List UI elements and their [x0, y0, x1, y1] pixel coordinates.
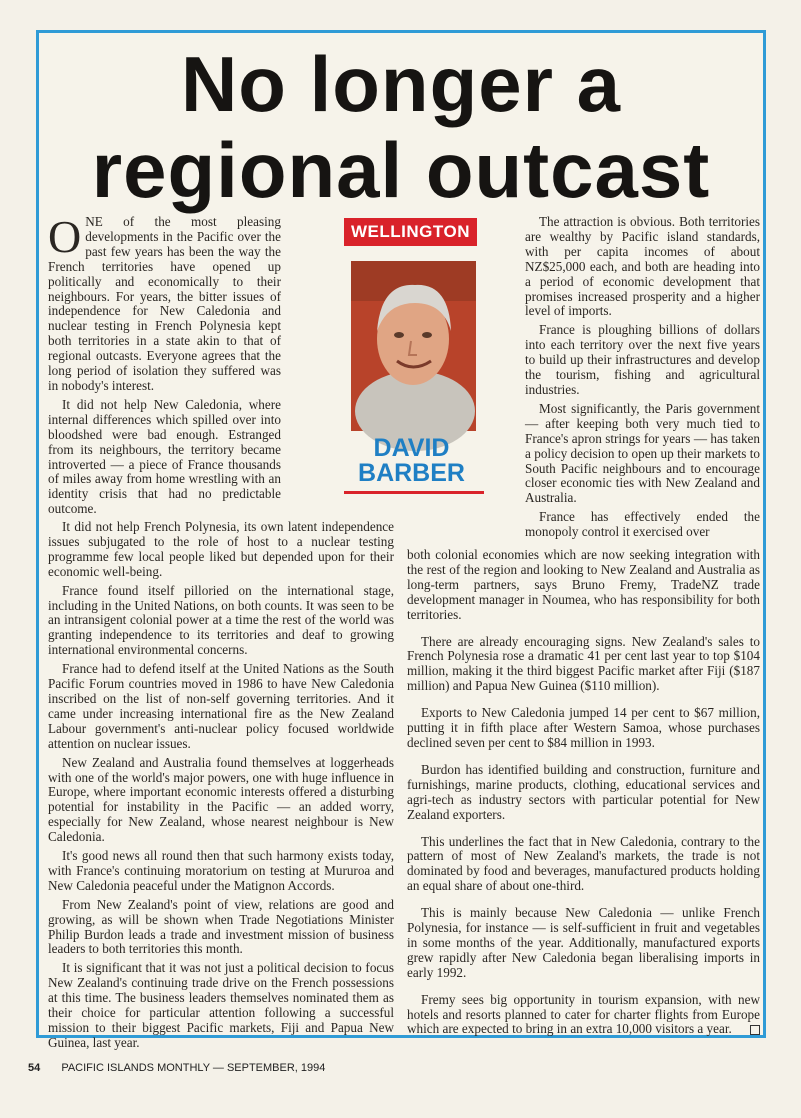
author-photo	[351, 261, 476, 431]
location-badge: WELLINGTON	[344, 218, 477, 246]
paragraph: It is significant that it was not just a political decision to focus New Zealand's continuing trade drive on the French possessions at this time. The business leaders themselves nominated them as their choice for particular attention following a successful mission to their biggest Pacific markets, Fiji and Papua New Guinea, last year.	[48, 960, 394, 1050]
paragraph: France found itself pilloried on the international stage, including in the United Nations, on both counts. It was seen to be an intransigent colonial power at a time the rest of the world was granting independence to its territories and deaf to growing international environmental concerns.	[48, 582, 394, 658]
column-right-wide	[407, 548, 760, 1037]
author-last-name: BARBER	[358, 459, 465, 487]
paragraph: New Zealand and Australia found themselves at loggerheads with one of the world's major powers, one with huge influence in Europe, where important economic interests offered a disturbing potential for instability in the Pacific — an added worry, especially for New Zealand, whose nearest neighbour is New Caledonia.	[48, 754, 394, 845]
paragraph: ONE of the most pleasing developments in the Pacific over the past few years has been the way the French territories have opened up politically and economically to their neighbours. For years, the bitter issues of independence for New Caledonia and nuclear testing in French Polynesia kept both territories in a state akin to that of regional outcasts. Everyone agrees that the long period of isolation they suffered was in nobody's interest.	[48, 211, 281, 393]
author-byline	[339, 436, 484, 486]
paragraph: It did not help New Caledonia, where internal differences which spilled over into bloodshed were bad enough. Estranged from its neighbours, the territory became introverted — a piece of France thousands of miles away from home wrestling with an identity crisis that had no predictable outcome.	[48, 396, 281, 517]
end-mark-icon	[750, 1025, 760, 1035]
column-left-narrow	[48, 211, 281, 517]
paragraph: Burdon has identified building and construction, furniture and furnishings, marine products, clothing, educational services and agri-tech as industry sectors with particular potential for New Zealand exporters.	[407, 761, 760, 822]
paragraph: It did not help French Polynesia, its own latent independence issues subjugated to the role of host to a nuclear testing programme few local people liked but depended upon for their economic well-being.	[48, 519, 394, 579]
paragraph: France had to defend itself at the United Nations as the South Pacific Forum countries moved in 1986 to have New Caledonia inscribed on the list of non-self governing territories. And it came under increasing international fire as the New Zealand Labour government's anti-nuclear policy focused worldwide attention on nuclear issues.	[48, 661, 394, 751]
paragraph: From New Zealand's point of view, relations are good and growing, as will be shown when Trade Negotiations Minister Philip Burdon leads a trade and investment mission of business leaders to both territories this month.	[48, 896, 394, 957]
publication-line: PACIFIC ISLANDS MONTHLY — SEPTEMBER, 1994	[61, 1062, 326, 1074]
paragraph: The attraction is obvious. Both territories are wealthy by Pacific island standards, with per capita incomes of about NZ$25,000 each, and both are heading into a period of economic development that promises increased prosperity and a higher level of imports.	[525, 214, 760, 319]
paragraph: This is mainly because New Caledonia — unlike French Polynesia, for instance — is self-sufficient in fruit and vegetables in some months of the year. Additionally, manufactured exports grew rapidly after New Caledonia began liberalising imports in early 1992.	[407, 905, 760, 980]
paragraph: Most significantly, the Paris government — after keeping both very much tied to France's apron strings for years — has taken a policy decision to open up their markets to South Pacific neighbours and to encourage closer economic ties with New Zealand and Australia.	[525, 400, 760, 506]
column-right	[525, 215, 760, 540]
article-frame	[36, 30, 766, 1050]
paragraph: France has effectively ended the monopoly control it exercised over	[525, 509, 760, 540]
portrait-image	[351, 261, 476, 431]
headline	[39, 41, 763, 213]
column-left-wide	[48, 520, 394, 1051]
drop-cap: O	[48, 211, 82, 262]
paragraph: Fremy sees big opportunity in tourism expansion, with new hotels and resorts planned to cater for charter flights from Europe which are expected to bring in an extra 10,000 visitors a year.	[407, 991, 760, 1037]
paragraph: It's good news all round then that such harmony exists today, with France's continuing moratorium on testing at Mururoa and New Caledonia peaceful under the Matignon Accords.	[48, 848, 394, 893]
paragraph: This underlines the fact that in New Caledonia, contrary to the pattern of most of New Zealand's markets, the trade is not dominated by food and beverages, manufactured products holding an equal share of about one-third.	[407, 833, 760, 894]
page-footer	[28, 1062, 325, 1074]
paragraph: France is ploughing billions of dollars into each territory over the next five years to build up their infrastructures and develop the tourism, fishing and agricultural industries.	[525, 322, 760, 397]
paragraph: Exports to New Caledonia jumped 14 per cent to $67 million, putting it in fifth place after Western Samoa, whose purchases declined seven per cent to $84 million in 1993.	[407, 705, 760, 750]
headline-line-2: regional outcast	[91, 126, 711, 214]
byline-rule	[344, 491, 484, 494]
paragraph: There are already encouraging signs. New Zealand's sales to French Polynesia rose a dramatic 41 per cent last year to top $104 million, making it the third biggest Pacific market after Fiji ($187 million) and Papua New Guinea ($110 million).	[407, 633, 760, 694]
headline-line-1: No longer a	[180, 40, 622, 128]
author-first-name: DAVID	[373, 434, 450, 462]
paragraph: both colonial economies which are now seeking integration with the rest of the region and looking to New Zealand and Australia as long-term partners, says Bruno Fremy, TradeNZ trade development manager in Noumea, who has responsibility for both territories.	[407, 547, 760, 622]
page-number: 54	[28, 1062, 41, 1074]
